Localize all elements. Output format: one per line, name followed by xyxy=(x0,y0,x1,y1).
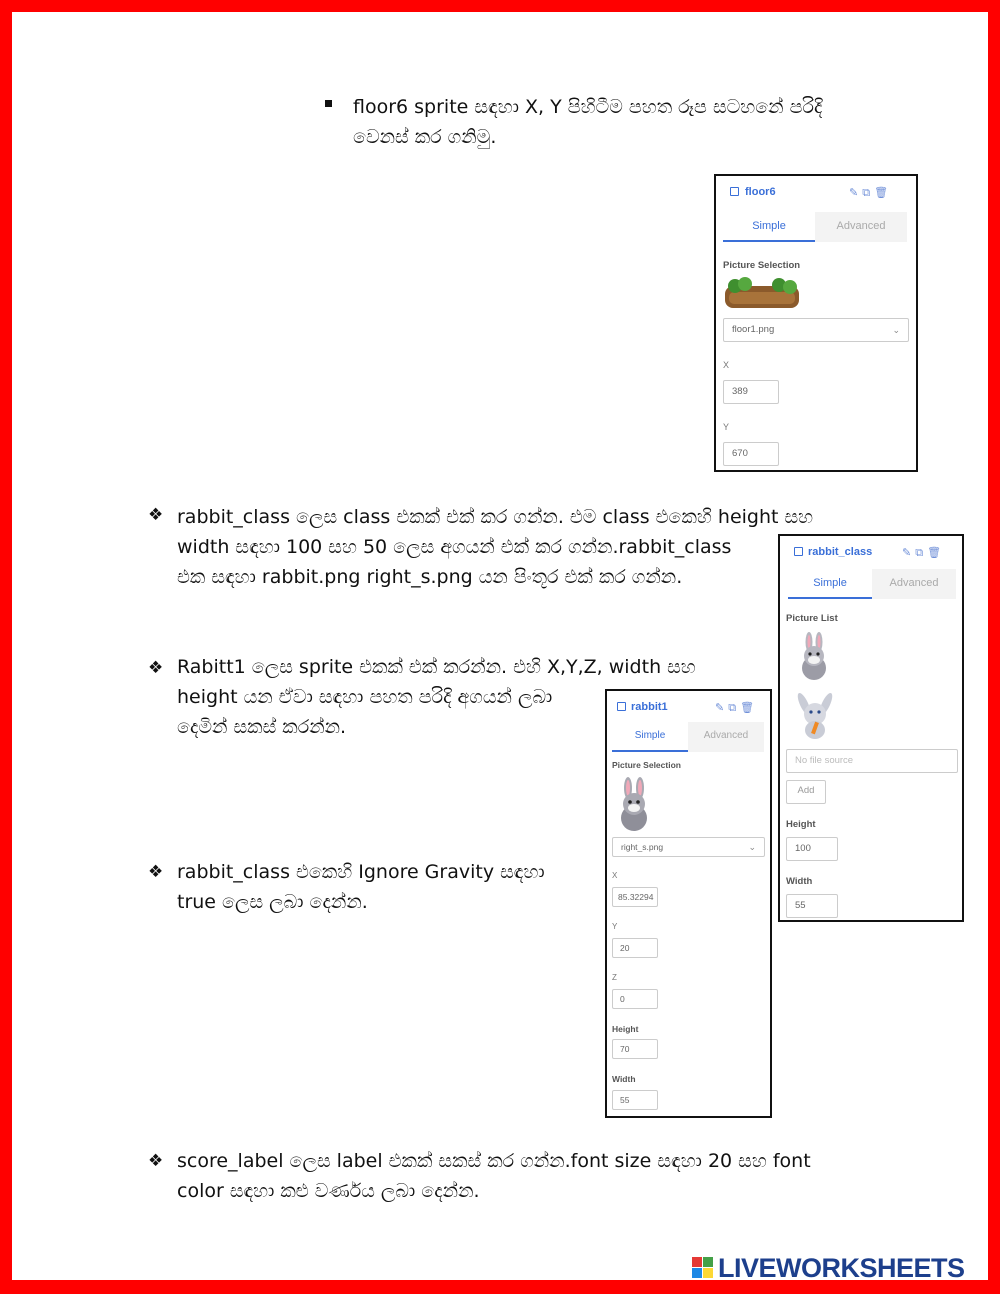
height-label: Height xyxy=(612,1024,639,1034)
width-input[interactable]: 55 xyxy=(786,894,838,918)
edit-copy-delete-icons[interactable]: ✎⧉🗑 xyxy=(902,547,946,559)
instruction-floor6-line2: වෙනස් කර ගනිමු. xyxy=(353,126,497,148)
logo-text: LIVEWORKSHEETS xyxy=(718,1253,965,1283)
rabbit-class-properties-panel xyxy=(778,534,964,922)
instruction-rabbit-class-line3: එක සඳහා rabbit.png right_s.png යන පිංතූර එක් කර ගන්න. xyxy=(177,566,683,588)
diamond-bullet-icon: ❖ xyxy=(148,1151,164,1171)
z-input[interactable]: 0 xyxy=(612,989,658,1009)
picture-select[interactable] xyxy=(723,318,909,342)
picture-select-value: right_s.png xyxy=(621,842,664,852)
width-input[interactable]: 55 xyxy=(612,1090,658,1110)
diamond-bullet-icon: ❖ xyxy=(148,505,164,525)
tab-bar xyxy=(788,569,956,599)
tab-advanced[interactable]: Advanced xyxy=(889,577,939,589)
panel-title: rabbit1 xyxy=(631,701,668,713)
add-button[interactable]: Add xyxy=(786,780,826,804)
tab-simple[interactable]: Simple xyxy=(788,569,872,599)
tab-bar xyxy=(723,212,907,242)
height-label: Height xyxy=(786,819,816,830)
image-icon xyxy=(730,187,739,196)
y-input[interactable]: 670 xyxy=(723,442,779,466)
width-label: Width xyxy=(786,876,813,887)
tab-simple[interactable]: Simple xyxy=(612,722,688,752)
image-icon xyxy=(794,547,803,556)
instruction-score-label-line2: color සඳහා කළු වර්ණය ලබා දෙන්න. xyxy=(177,1180,480,1202)
y-label: Y xyxy=(612,922,618,931)
height-input[interactable]: 100 xyxy=(786,837,838,861)
picture-selection-label: Picture Selection xyxy=(723,260,801,271)
instruction-rabbit1-line2: height යන ඒවා සඳහා පහත පරිදි අගයන් ලබා xyxy=(177,686,553,708)
panel-header xyxy=(716,176,916,210)
instruction-rabbit1-line1: Rabitt1 ලෙස sprite එකක් එක් කරන්න. එහි X,Y,Z, width සහ xyxy=(177,656,696,678)
panel-title: floor6 xyxy=(745,186,776,198)
picture-select[interactable] xyxy=(612,837,765,857)
image-icon xyxy=(617,702,626,711)
edit-copy-delete-icons[interactable]: ✎⧉🗑 xyxy=(715,702,759,714)
x-label: X xyxy=(723,360,730,370)
height-input[interactable]: 70 xyxy=(612,1039,658,1059)
chevron-down-icon: ⌄ xyxy=(892,325,900,335)
chevron-down-icon: ⌄ xyxy=(748,842,756,852)
tab-simple[interactable]: Simple xyxy=(723,212,815,242)
rabbit-carrot-image xyxy=(792,690,838,740)
rabbit-sitting-image xyxy=(794,632,834,682)
tab-advanced[interactable]: Advanced xyxy=(703,730,749,741)
instruction-gravity-line2: true ලෙස ලබා දෙන්න. xyxy=(177,891,368,913)
x-input[interactable]: 389 xyxy=(723,380,779,404)
diamond-bullet-icon: ❖ xyxy=(148,658,164,678)
tab-advanced[interactable]: Advanced xyxy=(836,220,886,232)
instruction-score-label-line1: score_label ලෙස label එකක් සකස් කර ගන්න.font size සඳහා 20 සහ font xyxy=(177,1150,811,1172)
logo-square xyxy=(692,1257,702,1267)
panel-header xyxy=(780,536,962,570)
floor6-properties-panel xyxy=(714,174,918,472)
instruction-rabbit1-line3: දෙමින් සකස් කරන්න. xyxy=(177,716,347,738)
logo-square xyxy=(703,1268,713,1278)
z-label: Z xyxy=(612,973,617,982)
width-label: Width xyxy=(612,1074,636,1084)
tab-bar xyxy=(612,722,764,752)
instruction-gravity-line1: rabbit_class එකෙහි Ignore Gravity සඳහා xyxy=(177,861,545,883)
rabbit1-properties-panel xyxy=(605,689,772,1118)
instruction-floor6-line1: floor6 sprite සඳහා X, Y පිහිටීම පහත රූප සටහනේ පරිදි xyxy=(353,96,823,118)
floor-tile-image xyxy=(723,276,801,310)
picture-selection-label: Picture Selection xyxy=(612,760,681,770)
y-input[interactable]: 20 xyxy=(612,938,658,958)
picture-list-label: Picture List xyxy=(786,613,838,624)
instruction-rabbit-class-line1: rabbit_class ලෙස class එකක් එක් කර ගන්න. එම class එකෙහි height සහ xyxy=(177,506,814,528)
x-input[interactable]: 85.32294 xyxy=(612,887,658,907)
picture-select-value: floor1.png xyxy=(732,324,775,335)
logo-square xyxy=(692,1268,702,1278)
y-label: Y xyxy=(723,422,730,432)
square-bullet-icon xyxy=(325,100,332,107)
file-source-input[interactable]: No file source xyxy=(786,749,958,773)
edit-copy-delete-icons[interactable]: ✎⧉🗑 xyxy=(849,187,893,199)
rabbit-sprite-image xyxy=(613,777,655,833)
panel-title: rabbit_class xyxy=(808,546,873,558)
logo-square xyxy=(703,1257,713,1267)
x-label: X xyxy=(612,871,618,880)
panel-header xyxy=(607,691,770,725)
diamond-bullet-icon: ❖ xyxy=(148,862,164,882)
instruction-rabbit-class-line2: width සඳහා 100 සහ 50 ලෙස අගයන් එක් කර ගන්න.rabbit_class xyxy=(177,536,732,558)
